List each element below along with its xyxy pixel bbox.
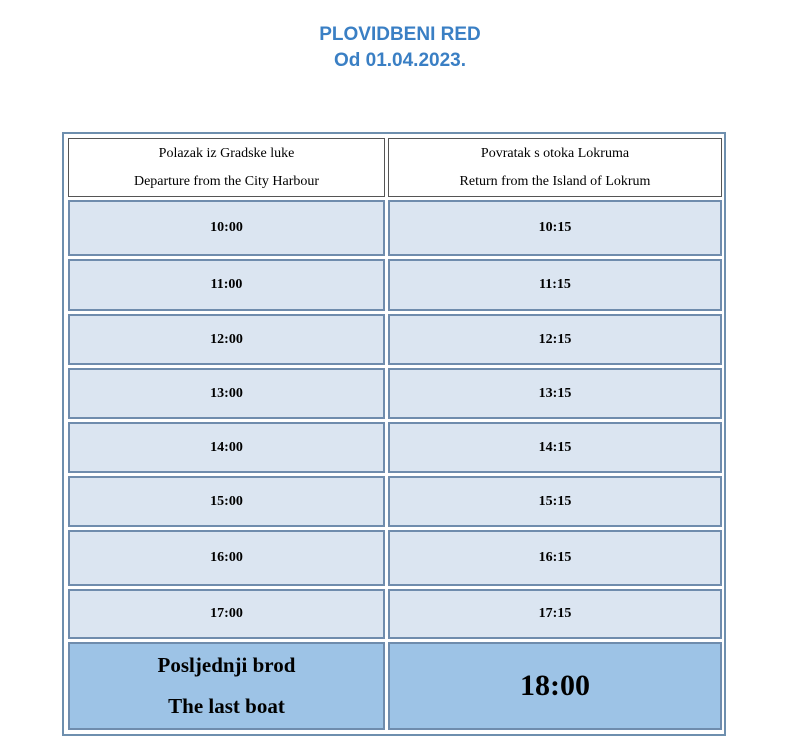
- title-line-1: PLOVIDBENI RED: [319, 24, 481, 45]
- departure-time-cell: 12:00: [68, 314, 385, 365]
- last-boat-time-cell: [388, 642, 722, 730]
- timetable: [62, 132, 726, 736]
- title-line-2: Od 01.04.2023.: [333, 50, 467, 71]
- departure-time-cell: 17:00: [68, 589, 385, 639]
- last-boat-label-en: The last boat: [168, 694, 285, 718]
- departure-time-cell: 11:00: [68, 259, 385, 311]
- departure-time-cell: 13:00: [68, 368, 385, 419]
- header-return-en: Return from the Island of Lokrum: [459, 173, 651, 189]
- return-time-cell: 13:15: [388, 368, 722, 419]
- header-departure: [68, 138, 385, 197]
- departure-time-cell: 16:00: [68, 530, 385, 586]
- departure-time-cell: 10:00: [68, 200, 385, 256]
- return-time-cell: 10:15: [388, 200, 722, 256]
- return-time-cell: 16:15: [388, 530, 722, 586]
- departure-time-cell: 15:00: [68, 476, 385, 527]
- return-time-cell: 17:15: [388, 589, 722, 639]
- last-boat-label-cell: [68, 642, 385, 730]
- return-time-cell: 11:15: [388, 259, 722, 311]
- page-title: [0, 22, 800, 74]
- return-time-cell: 15:15: [388, 476, 722, 527]
- header-return: [388, 138, 722, 197]
- header-return-hr: Povratak s otoka Lokruma: [480, 145, 630, 161]
- return-time-cell: 12:15: [388, 314, 722, 365]
- departure-time-cell: 14:00: [68, 422, 385, 473]
- last-boat-label-hr: Posljednji brod: [157, 653, 296, 677]
- return-time-cell: 14:15: [388, 422, 722, 473]
- last-boat-time: 18:00: [520, 669, 590, 702]
- header-departure-en: Departure from the City Harbour: [133, 173, 320, 189]
- header-departure-hr: Polazak iz Gradske luke: [158, 145, 295, 161]
